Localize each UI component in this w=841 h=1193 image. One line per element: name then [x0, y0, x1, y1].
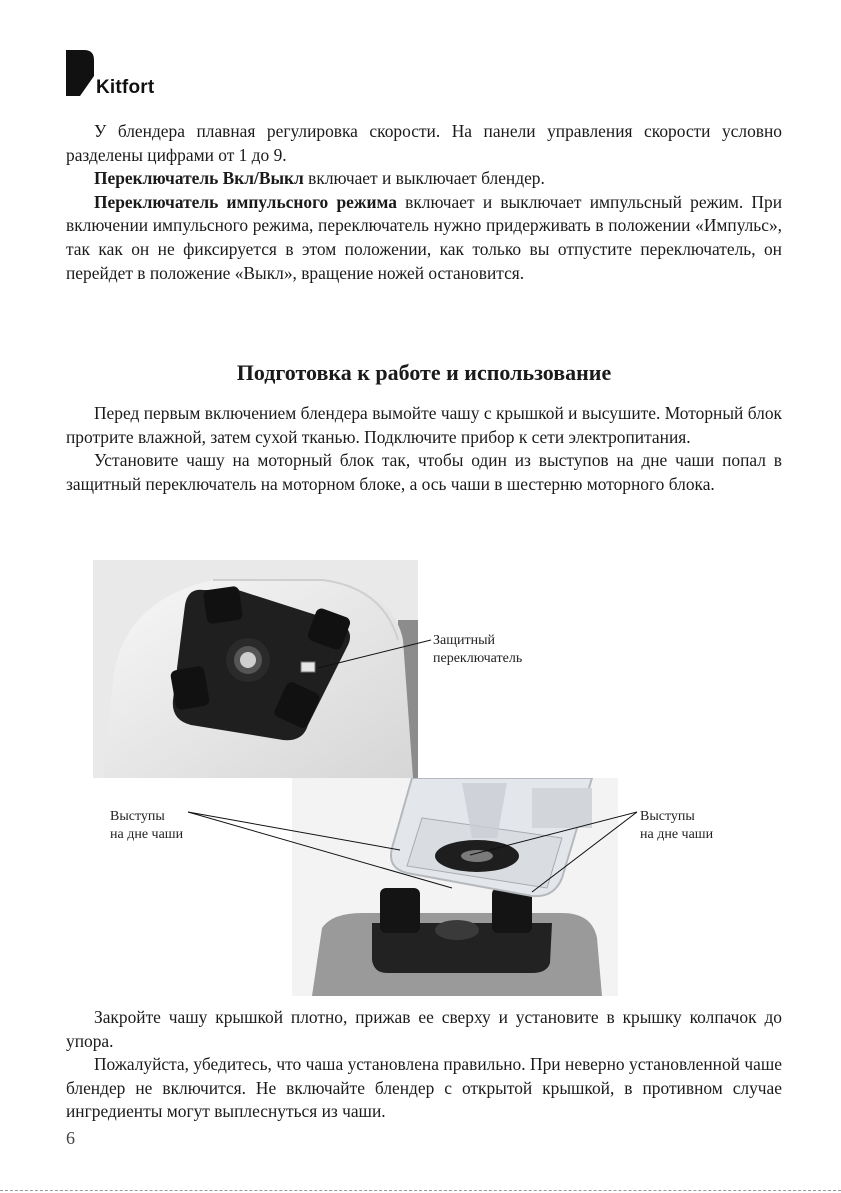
page-bottom-divider: [0, 1190, 841, 1191]
callout-protrusions-right: Выступы на дне чаши: [640, 809, 714, 842]
paragraph-first-use: Перед первым включением блендера вымойте чашу с крышкой и высушите. Моторный блок протрите влажной, затем сухой тканью. Подключите прибор к сети электропитания.: [66, 403, 782, 447]
page-number: 6: [66, 1128, 75, 1148]
paragraph-install-bowl: Установите чашу на моторный блок так, чтобы один из выступов на дне чаши попал в защитный переключатель на моторном блоке, а ось чаши в шестерню моторного блока.: [66, 450, 782, 494]
section-heading: Подготовка к работе и использование: [236, 360, 612, 385]
paragraph-speed: У блендера плавная регулировка скорости. На панели управления скорости условно разделены цифрами от 1 до 9.: [66, 121, 782, 165]
paragraph-power-switch: Переключатель Вкл/Выкл включает и выключает блендер.: [94, 168, 545, 189]
callout-protrusions-left: Выступы на дне чаши: [110, 809, 184, 842]
closing-section: [66, 1006, 782, 1124]
paragraph-close-lid: Закройте чашу крышкой плотно, прижав ее сверху и установите в крышку колпачок до упора.: [66, 1007, 782, 1051]
paragraph-check-bowl: Пожалуйста, убедитесь, что чаша установлена правильно. При неверно установленной чаше блендер не включится. Не включайте блендер с открытой крышкой, в противном случае ингредиенты могут выплеснуться из чаши.: [66, 1054, 782, 1122]
brand-name: Kitfort: [96, 77, 155, 98]
paragraph-pulse-switch: Переключатель импульсного режима включает и выключает импульсный режим. При включении импульсного режима, переключатель нужно придерживать в положении «Импульс», так как он не фиксируется в этом положении, как только вы отпустите переключатель, он перейдет в положение «Выкл», вращение ножей остановится.: [66, 191, 782, 283]
callout-safety-switch: Защитный переключатель: [433, 633, 523, 666]
